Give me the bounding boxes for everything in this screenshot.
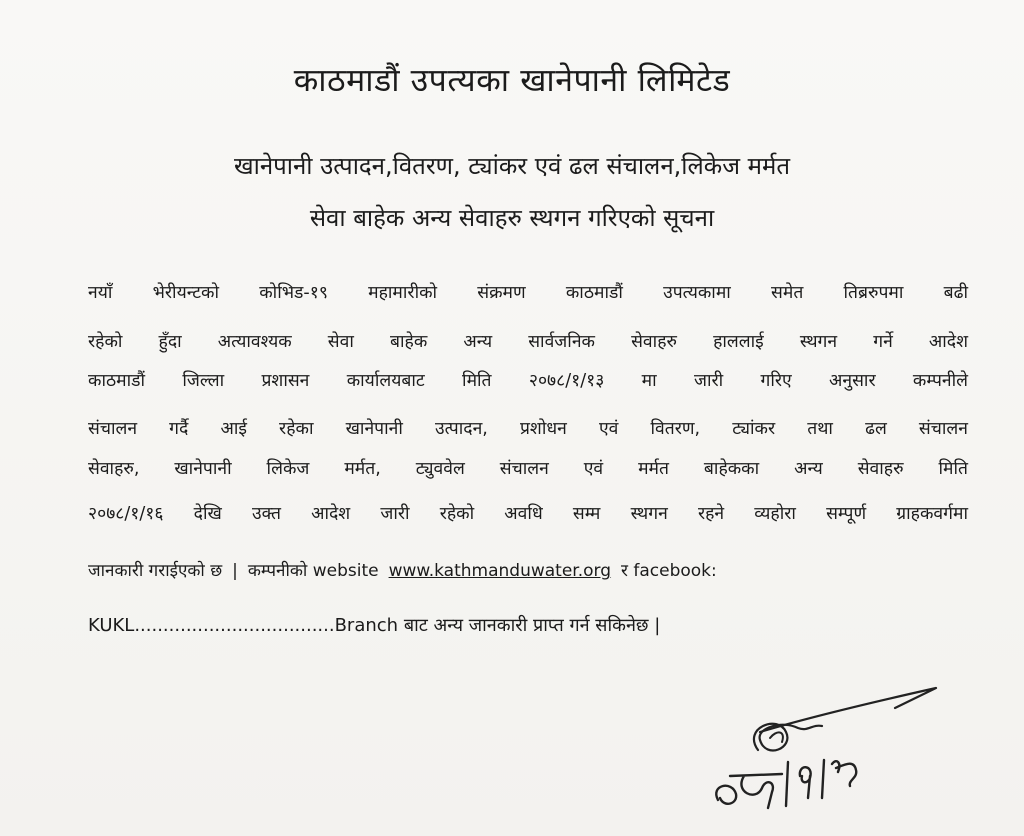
- line7-suffix: र facebook:: [621, 561, 717, 581]
- line7-separator: |: [232, 561, 238, 581]
- body-line-5: सेवाहरु, खानेपानी लिकेज मर्मत, ट्युववेल संचालन एवं मर्मत बाहेकका अन्य सेवाहरु मिति: [88, 459, 968, 479]
- body-line-7: [88, 557, 968, 585]
- line8-rest: बाट अन्य जानकारी प्राप्त गर्न सकिनेछ: [403, 615, 649, 636]
- website-link[interactable]: www.kathmanduwater.org: [388, 561, 612, 581]
- line7-prefix: जानकारी गराईएको छ: [88, 561, 223, 581]
- body-line-4: संचालन गर्दै आई रहेका खानेपानी उत्पादन, प्रशोधन एवं वितरण, ट्यांकर तथा ढल संचालन: [88, 419, 968, 439]
- body-line-2: रहेको हुँदा अत्यावश्यक सेवा बाहेक अन्य सार्वजनिक सेवाहरु हाललाई स्थगन गर्ने आदेश: [88, 332, 968, 352]
- line8-prefix: KUKL...................................Branch: [88, 615, 399, 636]
- line7-company: कम्पनीको website: [247, 561, 379, 581]
- body-line-3: काठमाडौं जिल्ला प्रशासन कार्यालयबाट मिति २०७८/१/१३ मा जारी गरिए अनुसार कम्पनीले: [88, 371, 968, 391]
- handwritten-signature: [690, 680, 950, 830]
- body-line-8: [88, 612, 968, 640]
- notice-subtitle-line-1: खानेपानी उत्पादन,वितरण, ट्यांकर एवं ढल संचालन,लिकेज मर्मत: [233, 152, 791, 180]
- line8-end: |: [654, 615, 661, 636]
- body-line-1: नयाँ भेरीयन्टको कोभिड-१९ महामारीको संक्रमण काठमाडौं उपत्यकामा समेत तिब्ररुपमा बढी: [88, 283, 968, 303]
- body-line-6: २०७८/१/१६ देखि उक्त आदेश जारी रहेको अवधि सम्म स्थगन रहने व्यहोरा सम्पूर्ण ग्राहकवर्गमा: [88, 504, 968, 524]
- notice-subtitle-line-2: सेवा बाहेक अन्य सेवाहरु स्थगन गरिएको सूचना: [309, 204, 715, 232]
- organization-title: काठमाडौं उपत्यका खानेपानी लिमिटेड: [293, 61, 731, 99]
